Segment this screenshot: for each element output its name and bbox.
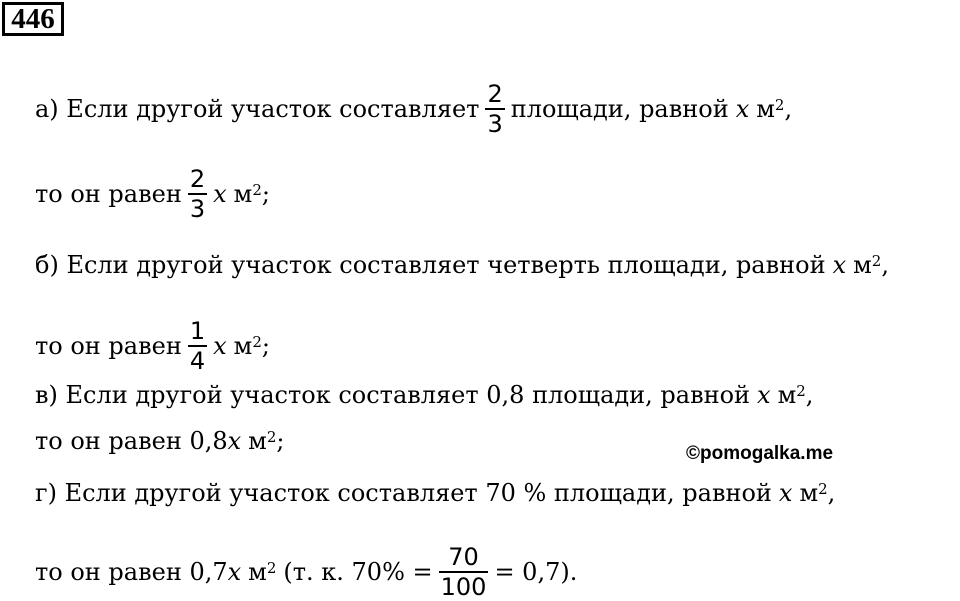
exponent: 2 bbox=[266, 427, 277, 446]
exponent: 2 bbox=[871, 251, 882, 270]
text: площади, равной bbox=[510, 95, 729, 123]
line-b-2 bbox=[35, 317, 270, 375]
punct: ; bbox=[261, 180, 270, 208]
fraction bbox=[439, 543, 489, 601]
problem-number: 446 bbox=[11, 2, 55, 35]
text: (т. к. 70% = bbox=[283, 558, 433, 586]
exponent: 2 bbox=[252, 180, 262, 199]
exponent: 2 bbox=[818, 479, 828, 498]
unit: м bbox=[233, 332, 253, 360]
problem-number-badge bbox=[2, 2, 64, 36]
line-b-1 bbox=[35, 250, 889, 280]
exponent: 2 bbox=[266, 558, 277, 577]
watermark: ©pomogalka.me bbox=[686, 443, 834, 464]
text: = 0,7). bbox=[494, 558, 578, 586]
denominator: 3 bbox=[189, 195, 206, 223]
punct: , bbox=[881, 251, 889, 279]
denominator: 3 bbox=[487, 110, 503, 138]
exponent: 2 bbox=[796, 381, 806, 400]
line-v-1 bbox=[35, 380, 813, 410]
variable-x: x bbox=[778, 479, 793, 507]
punct: ; bbox=[276, 427, 285, 455]
exponent: 2 bbox=[252, 332, 262, 351]
variable-x: x bbox=[213, 332, 227, 360]
line-g-2 bbox=[35, 543, 577, 601]
punct: , bbox=[805, 381, 814, 409]
line-g-1 bbox=[35, 478, 835, 508]
text: то он равен bbox=[35, 180, 182, 208]
unit: м bbox=[248, 558, 267, 586]
line-a-2 bbox=[35, 165, 270, 223]
numerator: 70 bbox=[448, 543, 479, 571]
variable-x: x bbox=[227, 427, 242, 455]
text: то он равен 0,7 bbox=[35, 558, 228, 586]
unit: м bbox=[853, 251, 872, 279]
text: б) Если другой участок составляет четверть площади, равной bbox=[35, 251, 826, 279]
fraction bbox=[188, 165, 207, 223]
numerator: 2 bbox=[487, 80, 503, 108]
text: в) Если другой участок составляет 0,8 площади, равной bbox=[35, 381, 751, 409]
denominator: 100 bbox=[440, 573, 487, 601]
punct: ; bbox=[261, 332, 270, 360]
unit: м bbox=[233, 180, 253, 208]
punct: , bbox=[784, 95, 793, 123]
fraction bbox=[188, 317, 207, 375]
exponent: 2 bbox=[774, 95, 785, 114]
text: г) Если другой участок составляет 70 % площади, равной bbox=[35, 479, 772, 507]
unit: м bbox=[799, 479, 819, 507]
text: а) Если другой участок составляет bbox=[35, 95, 480, 123]
variable-x: x bbox=[227, 558, 242, 586]
variable-x: x bbox=[213, 180, 227, 208]
variable-x: x bbox=[735, 95, 750, 123]
variable-x: x bbox=[757, 381, 771, 409]
unit: м bbox=[777, 381, 797, 409]
text: то он равен 0,8 bbox=[35, 427, 228, 455]
punct: , bbox=[827, 479, 836, 507]
numerator: 1 bbox=[189, 317, 206, 345]
line-a-1 bbox=[35, 80, 792, 138]
denominator: 4 bbox=[189, 347, 206, 375]
text: то он равен bbox=[35, 332, 182, 360]
variable-x: x bbox=[832, 251, 847, 279]
fraction bbox=[485, 80, 504, 138]
unit: м bbox=[248, 427, 267, 455]
line-v-2 bbox=[35, 426, 284, 456]
numerator: 2 bbox=[189, 165, 206, 193]
unit: м bbox=[756, 95, 775, 123]
